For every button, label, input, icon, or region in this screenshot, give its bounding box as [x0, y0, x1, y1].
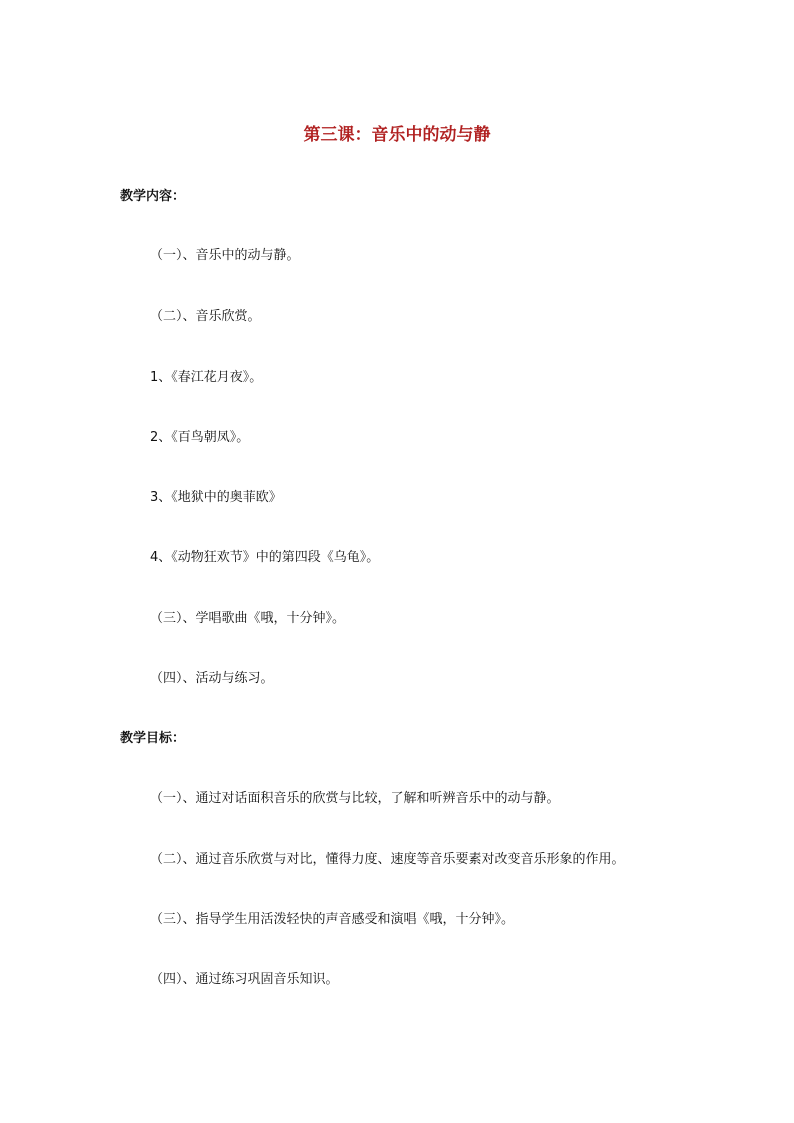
- content-item: （三）、学唱歌曲《哦，十分钟》。: [150, 611, 346, 626]
- page-title: 第三课：音乐中的动与静: [303, 125, 491, 145]
- content-item: （二）、音乐欣赏。: [150, 309, 261, 324]
- goal-item: （三）、指导学生用活泼轻快的声音感受和演唱《哦，十分钟》。: [150, 912, 515, 927]
- content-item: 2、《百鸟朝凤》。: [150, 430, 250, 445]
- content-item: （四）、活动与练习。: [150, 671, 274, 686]
- content-item: 1、《春江花月夜》。: [150, 370, 263, 385]
- content-item: 3、《地狱中的奥菲欧》: [150, 490, 282, 505]
- section-heading-content: 教学内容：: [120, 189, 186, 204]
- goal-item: （一）、通过对话面积音乐的欣赏与比较，了解和听辨音乐中的动与静。: [150, 791, 560, 806]
- content-item: 4、《动物狂欢节》中的第四段《乌龟》。: [150, 550, 380, 565]
- section-heading-goals: 教学目标：: [120, 731, 186, 746]
- content-item: （一）、音乐中的动与静。: [150, 248, 300, 263]
- goal-item: （二）、通过音乐欣赏与对比，懂得力度、速度等音乐要素对改变音乐形象的作用。: [150, 852, 625, 867]
- goal-item: （四）、通过练习巩固音乐知识。: [150, 972, 339, 987]
